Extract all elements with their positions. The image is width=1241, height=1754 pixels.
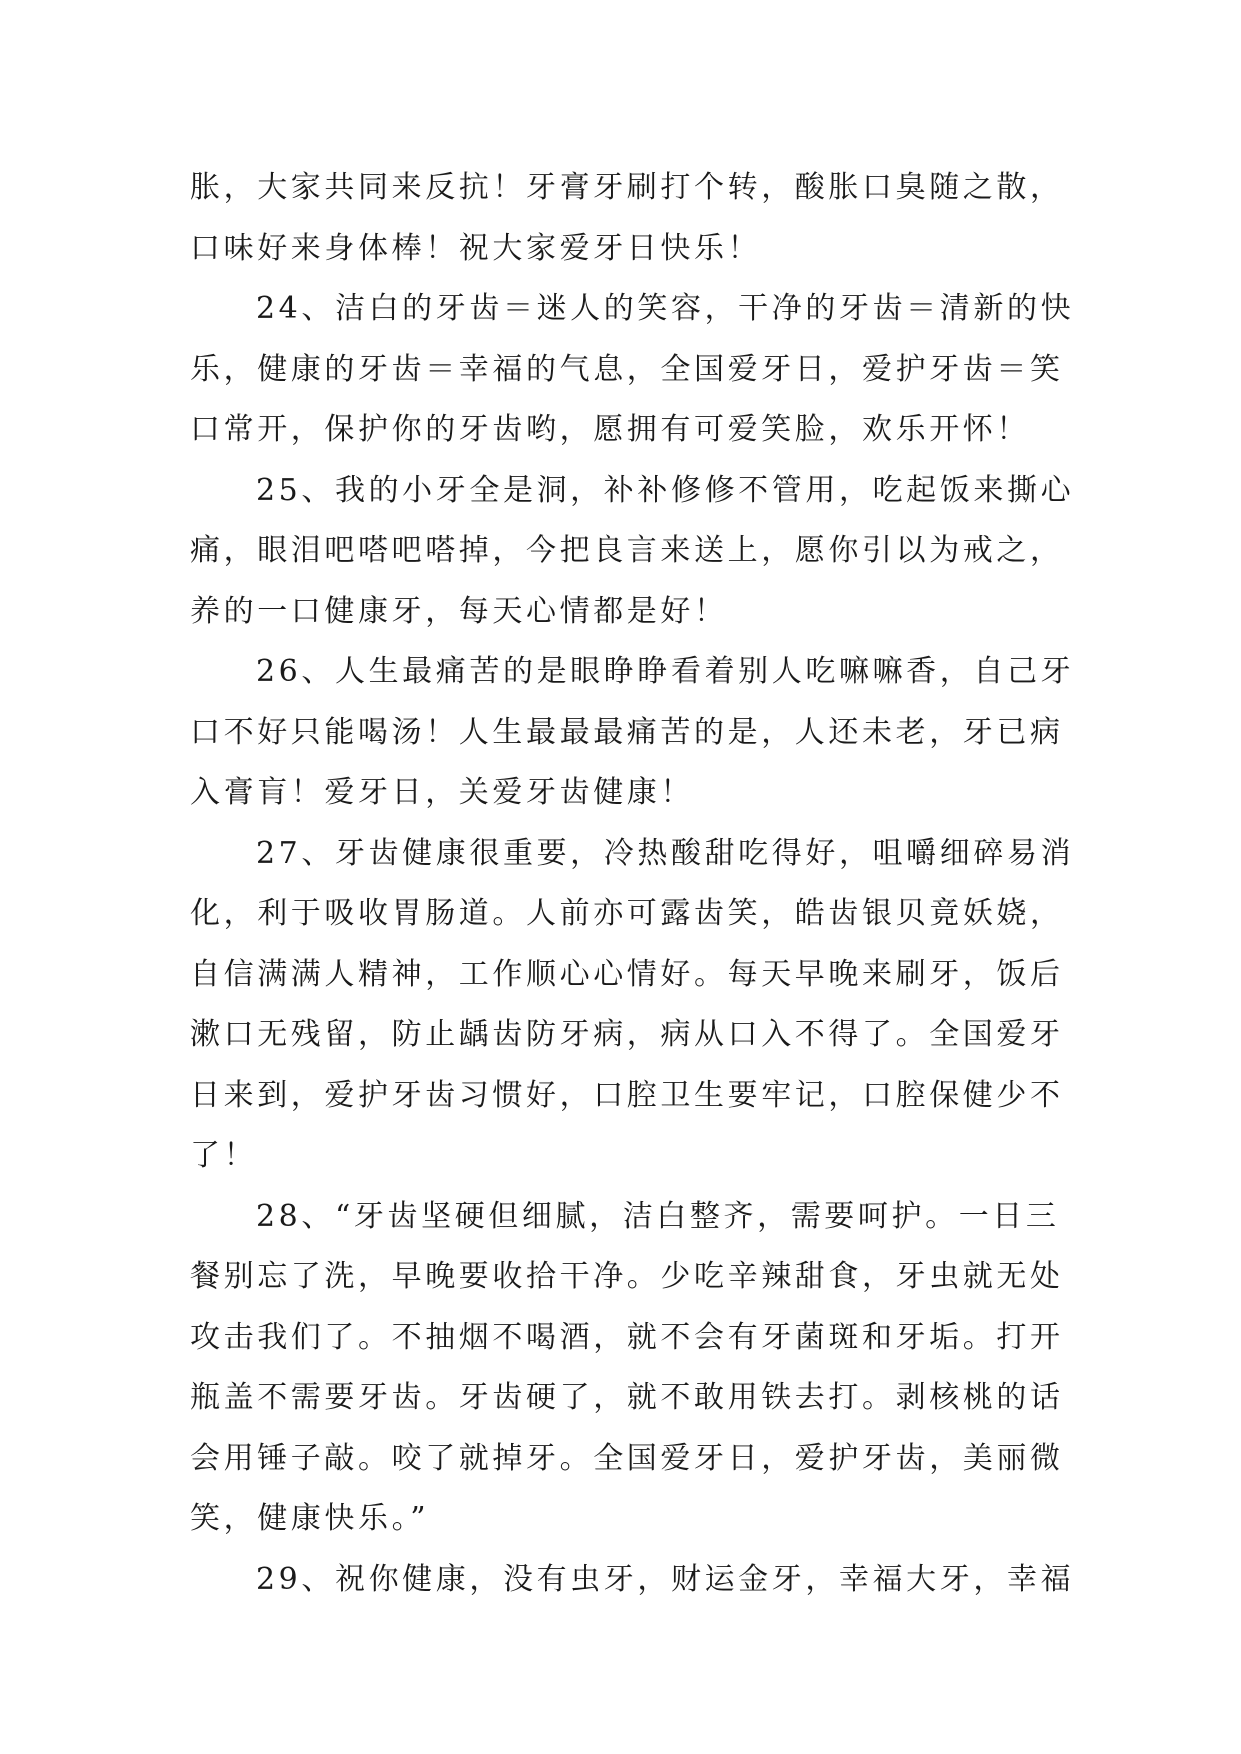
text-line: 入膏肓！爱牙日，关爱牙齿健康！ (190, 775, 694, 810)
paragraph-first-line: 28、“牙齿坚硬但细腻，洁白整齐，需要呵护。一日三 (256, 1198, 1060, 1234)
paragraph-first-line: 25、我的小牙全是洞，补补修修不管用，吃起饭来撕心 (256, 472, 1075, 508)
text-line: 口味好来身体棒！祝大家爱牙日快乐！ (190, 230, 762, 266)
text-line: 会用锤子敲。咬了就掉牙。全国爱牙日，爱护牙齿，美丽微 (190, 1440, 1064, 1476)
text-line: 口不好只能喝汤！人生最最最痛苦的是，人还未老，牙已病 (190, 714, 1064, 750)
text-line: 自信满满人精神，工作顺心心情好。每天早晚来刷牙，饭后 (190, 956, 1064, 992)
paragraph-first-line: 24、洁白的牙齿＝迷人的笑容，干净的牙齿＝清新的快 (256, 291, 1075, 326)
text-line: 日来到，爱护牙齿习惯好，口腔卫生要牢记，口腔保健少不 (190, 1077, 1064, 1113)
paragraph-first-line: 27、牙齿健康很重要，冷热酸甜吃得好，咀嚼细碎易消 (256, 835, 1075, 871)
text-line: 胀，大家共同来反抗！牙膏牙刷打个转，酸胀口臭随之散， (190, 170, 1064, 205)
text-line: 攻击我们了。不抽烟不喝酒，就不会有牙菌斑和牙垢。打开 (190, 1319, 1064, 1355)
text-line: 了！ (190, 1138, 258, 1173)
text-line: 养的一口健康牙，每天心情都是好！ (190, 593, 728, 629)
paragraph-first-line: 29、祝你健康，没有虫牙，财运金牙，幸福大牙，幸福 (256, 1561, 1075, 1597)
text-line: 口常开，保护你的牙齿哟，愿拥有可爱笑脸，欢乐开怀！ (190, 412, 1030, 447)
text-line: 痛，眼泪吧嗒吧嗒掉，今把良言来送上，愿你引以为戒之， (190, 533, 1064, 568)
text-line: 餐别忘了洗，早晚要收拾干净。少吃辛辣甜食，牙虫就无处 (190, 1259, 1064, 1294)
text-line: 乐，健康的牙齿＝幸福的气息，全国爱牙日，爱护牙齿＝笑 (190, 351, 1064, 387)
paragraph-first-line: 26、人生最痛苦的是眼睁睁看着别人吃嘛嘛香，自己牙 (256, 654, 1075, 689)
text-line: 漱口无残留，防止龋齿防牙病，病从口入不得了。全国爱牙 (190, 1017, 1064, 1052)
document-body (190, 158, 1075, 1610)
text-line: 笑，健康快乐。” (190, 1501, 430, 1536)
text-line: 瓶盖不需要牙齿。牙齿硬了，就不敢用铁去打。剥核桃的话 (190, 1380, 1064, 1415)
text-line: 化，利于吸收胃肠道。人前亦可露齿笑，皓齿银贝竟妖娆， (190, 896, 1064, 931)
